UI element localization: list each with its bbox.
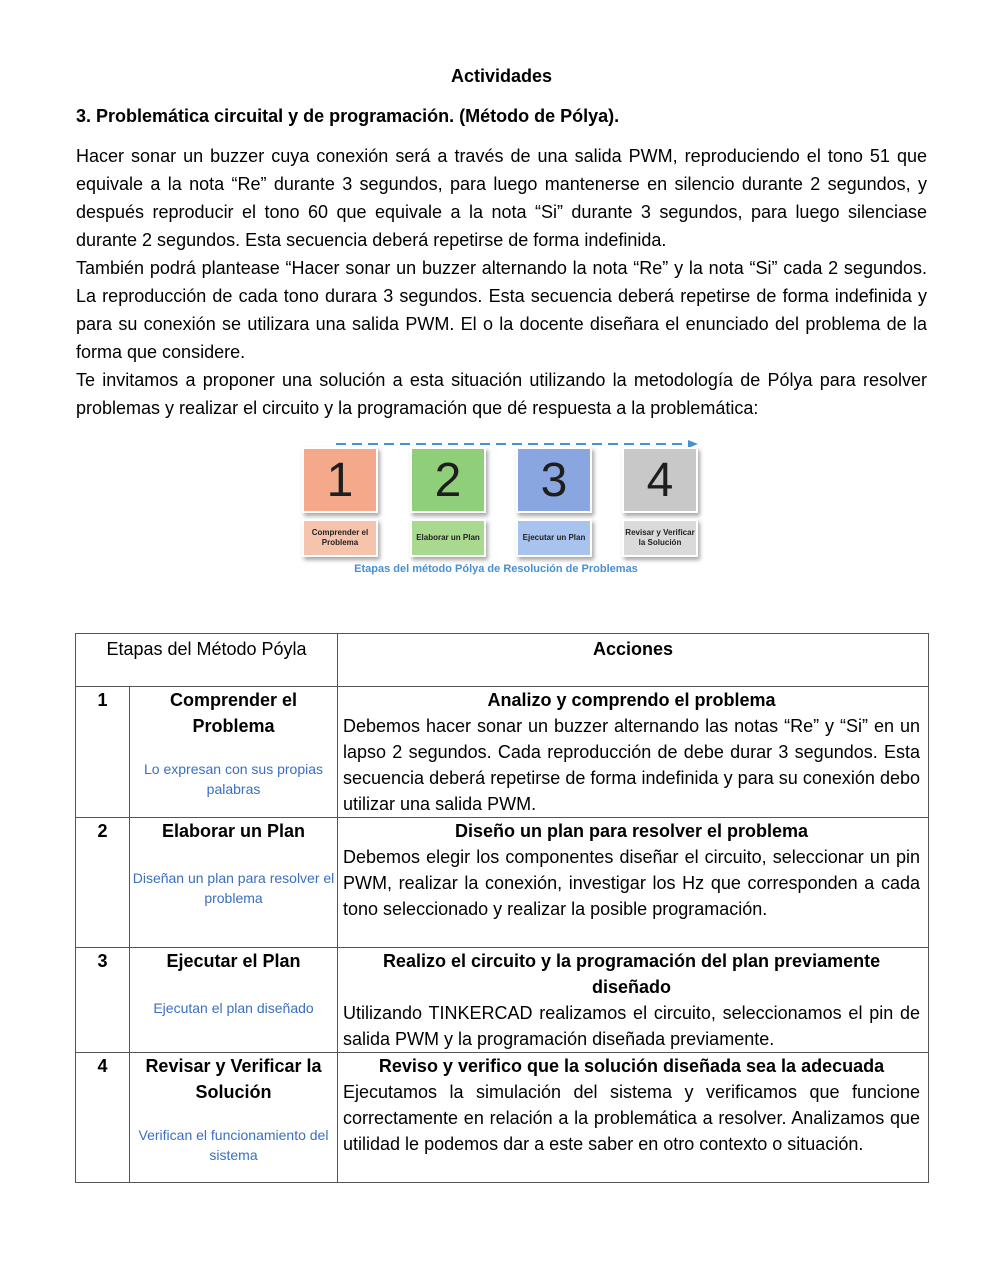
stage-2 [410, 447, 486, 557]
action-text: Debemos elegir los componentes diseñar el circuito, seleccionar un pin PWM, realizar la conexión, investigar los Hz que corresponden a cada tono seleccionado y realizar la posible programación. [343, 847, 921, 919]
stage-action-cell [338, 1053, 929, 1183]
stage-label: Revisar y Verificar la Solución [622, 519, 698, 557]
stage-action-cell [338, 948, 929, 1053]
stage-description: Ejecutan el plan diseñado [153, 1000, 314, 1016]
stage-number-cell: 2 [76, 818, 130, 948]
stage-3 [516, 447, 592, 557]
action-text: Ejecutamos la simulación del sistema y verificamos que funcione correctamente en relación a la problemática a resolver. Analizamos que utilidad le podemos dar a este saber en otro contexto o situación. [343, 1082, 921, 1154]
action-title: Reviso y verifico que la solución diseñada sea la adecuada [378, 1056, 885, 1076]
stage-name: Elaborar un Plan [161, 821, 306, 841]
stage-number-cell: 1 [76, 687, 130, 818]
stage-name-cell [130, 1053, 338, 1183]
table-row [76, 687, 929, 818]
stage-label: Elaborar un Plan [410, 519, 486, 557]
header-stages: Etapas del Método Póyla [76, 634, 338, 687]
stage-1 [302, 447, 378, 557]
stage-name: Revisar y Verificar la Solución [145, 1056, 322, 1102]
stage-name-cell [130, 687, 338, 818]
intro-paragraph: También podrá plantease “Hacer sonar un buzzer alternando la nota “Re” y la nota “Si” cada 2 segundos. La reproducción de cada tono durara 3 segundos. Esta secuencia deberá repetirse de forma indefinida y para su conexión se utilizara una salida PWM. El o la docente diseñara el enunciado del problema de la forma que considere. [76, 258, 927, 362]
action-title: Analizo y comprendo el problema [487, 690, 776, 710]
table-row [76, 948, 929, 1053]
diagram-caption: Etapas del método Pólya de Resolución de Problemas [354, 563, 638, 575]
stage-number: 1 [302, 447, 378, 513]
stage-number: 4 [622, 447, 698, 513]
table-row [76, 818, 929, 948]
stage-action-cell [338, 818, 929, 948]
stage-name-cell [130, 818, 338, 948]
stage-number-cell: 3 [76, 948, 130, 1053]
polya-stages-diagram [296, 432, 708, 582]
stage-4 [622, 447, 698, 557]
action-title: Realizo el circuito y la programación del plan previamente diseñado [382, 951, 881, 997]
table-row [76, 1053, 929, 1183]
intro-text [76, 142, 927, 422]
stage-number: 2 [410, 447, 486, 513]
intro-paragraph: Te invitamos a proponer una solución a esta situación utilizando la metodología de Pólya para resolver problemas y realizar el circuito y la programación que dé respuesta a la problemática: [76, 370, 927, 418]
stage-action-cell [338, 687, 929, 818]
stage-label: Ejecutar un Plan [516, 519, 592, 557]
page-title: Actividades [450, 66, 553, 86]
table-header-row [76, 634, 929, 687]
polya-stages-table [75, 633, 929, 1183]
header-actions: Acciones [338, 634, 929, 687]
intro-paragraph: Hacer sonar un buzzer cuya conexión será a través de una salida PWM, reproduciendo el tono 51 que equivale a la nota “Re” durante 3 segundos, para luego mantenerse en silencio durante 2 segundos, y después reproducir el tono 60 que equivale a la nota “Si” durante 3 segundos, para luego silenciase durante 2 segundos. Esta secuencia deberá repetirse de forma indefinida. [76, 146, 927, 250]
action-title: Diseño un plan para resolver el problema [454, 821, 809, 841]
stage-description: Diseñan un plan para resolver el problema [132, 870, 335, 906]
stage-number: 3 [516, 447, 592, 513]
stage-name-cell [130, 948, 338, 1053]
action-text: Utilizando TINKERCAD realizamos el circuito, seleccionamos el pin de salida PWM y la programación diseñada previamente. [343, 1003, 921, 1049]
stage-description: Lo expresan con sus propias palabras [144, 761, 323, 797]
section-heading: 3. Problemática circuital y de programación. (Método de Pólya). [76, 106, 620, 126]
action-text: Debemos hacer sonar un buzzer alternando las notas “Re” y “Si” en un lapso 2 segundos. Cada reproducción de debe durar 3 segundos. Esta secuencia deberá repetirse de forma indefinida y para su conexión debo utilizar una salida PWM. [343, 716, 921, 814]
stage-description: Verifican el funcionamiento del sistema [138, 1127, 329, 1163]
stage-label: Comprender el Problema [302, 519, 378, 557]
stage-name: Ejecutar el Plan [166, 951, 301, 971]
stage-number-cell: 4 [76, 1053, 130, 1183]
stage-name: Comprender el Problema [169, 690, 298, 736]
